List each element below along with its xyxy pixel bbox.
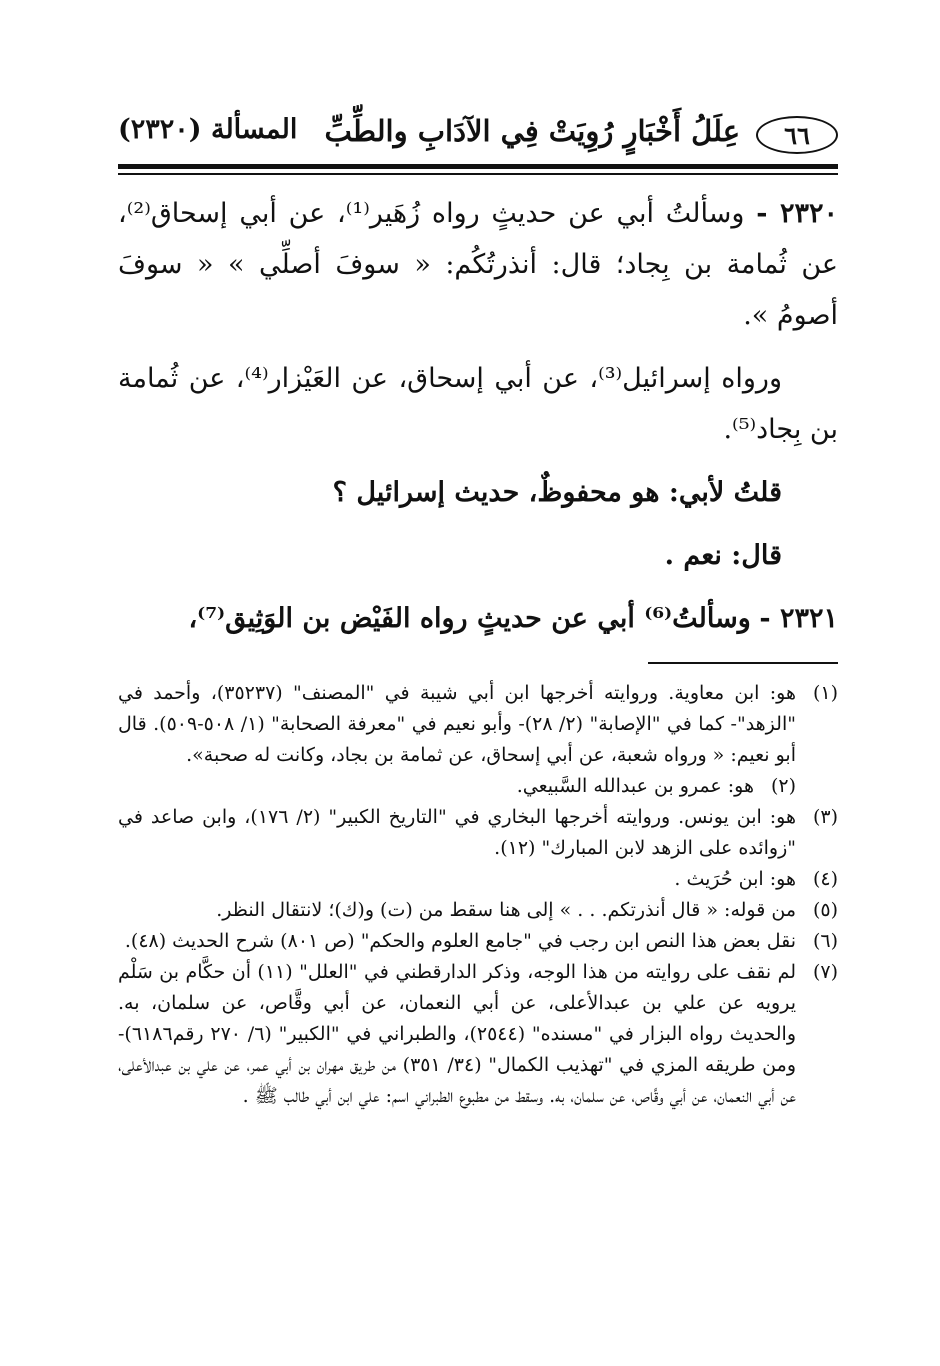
question-number: ٢٣٢١ - <box>759 603 838 634</box>
footnote-text: هو: ابن يونس. وروايته أخرجها البخاري في "التاريخ الكبير" (٢/ ١٧٦)، وابن صاعد في "زوائده على الزهد لابن المبارك" (١٢). <box>118 806 796 859</box>
footnote-7 <box>118 957 838 1112</box>
answer-line: قال: نعم . <box>664 540 782 571</box>
footnote-number: (٦) <box>812 930 838 952</box>
header-rule-thin <box>118 173 838 175</box>
page-number: ٦٦ <box>756 116 838 154</box>
footnote-number: (٤) <box>812 868 838 890</box>
footnotes <box>118 678 838 1112</box>
footnote-5 <box>118 895 838 926</box>
footnote-number: (٢) <box>770 775 796 797</box>
footnote-separator <box>648 662 838 664</box>
footnote-number: (٧) <box>812 961 838 983</box>
issue-label: المسألة (٢٣٢٠) <box>118 114 298 145</box>
question-2320 <box>118 188 838 341</box>
question-text: وسألتُ أبي عن حديثٍ رواه زُهَير⁽¹⁾، عن أبي إسحاق⁽²⁾، عن ثُمامة بن بِجاد؛ قال: أنذرتُكُم: « سوفَ أصلِّي » « سوفَ أصومُ ». <box>118 198 838 331</box>
footnote-number: (٥) <box>812 899 838 921</box>
footnote-text: نقل بعض هذا النص ابن رجب في "جامع العلوم والحكم" (ص ٨٠١) شرح الحديث (٤٨). <box>124 930 796 952</box>
footnote-4 <box>118 864 838 895</box>
footnote-text: هو: عمرو بن عبدالله السَّبيعي. <box>516 775 754 797</box>
footnote-number: (١) <box>812 682 838 704</box>
footnote-text: من قوله: « قال أنذرتكم. . . » إلى هنا سقط من (ت) و(ك)؛ لانتقال النظر. <box>216 899 796 921</box>
footnote-text: هو: ابن معاوية. وروايته أخرجها ابن أبي شيبة في "المصنف" (٣٥٢٣٧)، وأحمد في "الزهد"- كما في "الإصابة" (٢/ ٢٨)- وأبو نعيم في "معرفة الصحابة" (١/ ٥٠٨-٥٠٩). قال أبو نعيم: « ورواه شعبة، عن أبي إسحاق، عن ثمامة بن بجاد، وكانت له صحبة». <box>118 682 797 766</box>
question-number: ٢٣٢٠ - <box>756 198 838 229</box>
footnote-2 <box>118 771 796 802</box>
question-text: وسألتُ⁽⁶⁾ أبي عن حديثٍ رواه الفَيْض بن الوَثِيق⁽⁷⁾، <box>188 603 751 634</box>
footnote-number: (٣) <box>812 806 838 828</box>
question-2321 <box>118 593 838 644</box>
footnote-3 <box>118 802 838 864</box>
question-line: قلتُ لأبي: هو محفوظٌ، حديث إسرائيل ؟ <box>332 477 782 508</box>
footnote-text: لم نقف على روايته من هذا الوجه، وذكر الدارقطني في "العلل" (١١) أن حكَّام بن سَلْم يرويه عن علي بن عبدالأعلى، عن أبي النعمان، عن أبي وقَّاص، عن سلمان، به. والحديث رواه البزار في "مسنده" (٢٥٤٤)، والطبراني في "الكبير" (٦/ ٢٧٠ رقم٦١٨٦)- ومن طريقه المزي في "تهذيب الكمال" (٣٤/ ٣٥١) من طريق مهران بن أبي عمر، عن علي بن عبدالأعلى، عن أبي النعمان، عن أبي وقَّاص، عن سلمان، به. وسقط من مطبوع الطبراني اسم: علي ابن أبي طالب ﷺ . <box>118 961 796 1107</box>
footnote-text: هو: ابن حُرَيث . <box>674 868 796 890</box>
running-title: عِلَلُ أَخْبَارٍ رُوِيَتْ فِي الآدَابِ والطِّبِّ <box>324 114 740 148</box>
header-rule-thick <box>118 164 838 169</box>
page-header <box>118 112 838 162</box>
footnote-6 <box>118 926 838 957</box>
main-text <box>118 188 838 644</box>
footnote-1 <box>118 678 838 771</box>
israil-paragraph: ورواه إسرائيل⁽³⁾، عن أبي إسحاق، عن العَيْزار⁽⁴⁾، عن ثُمامة بن بِجاد⁽⁵⁾. <box>118 363 838 445</box>
